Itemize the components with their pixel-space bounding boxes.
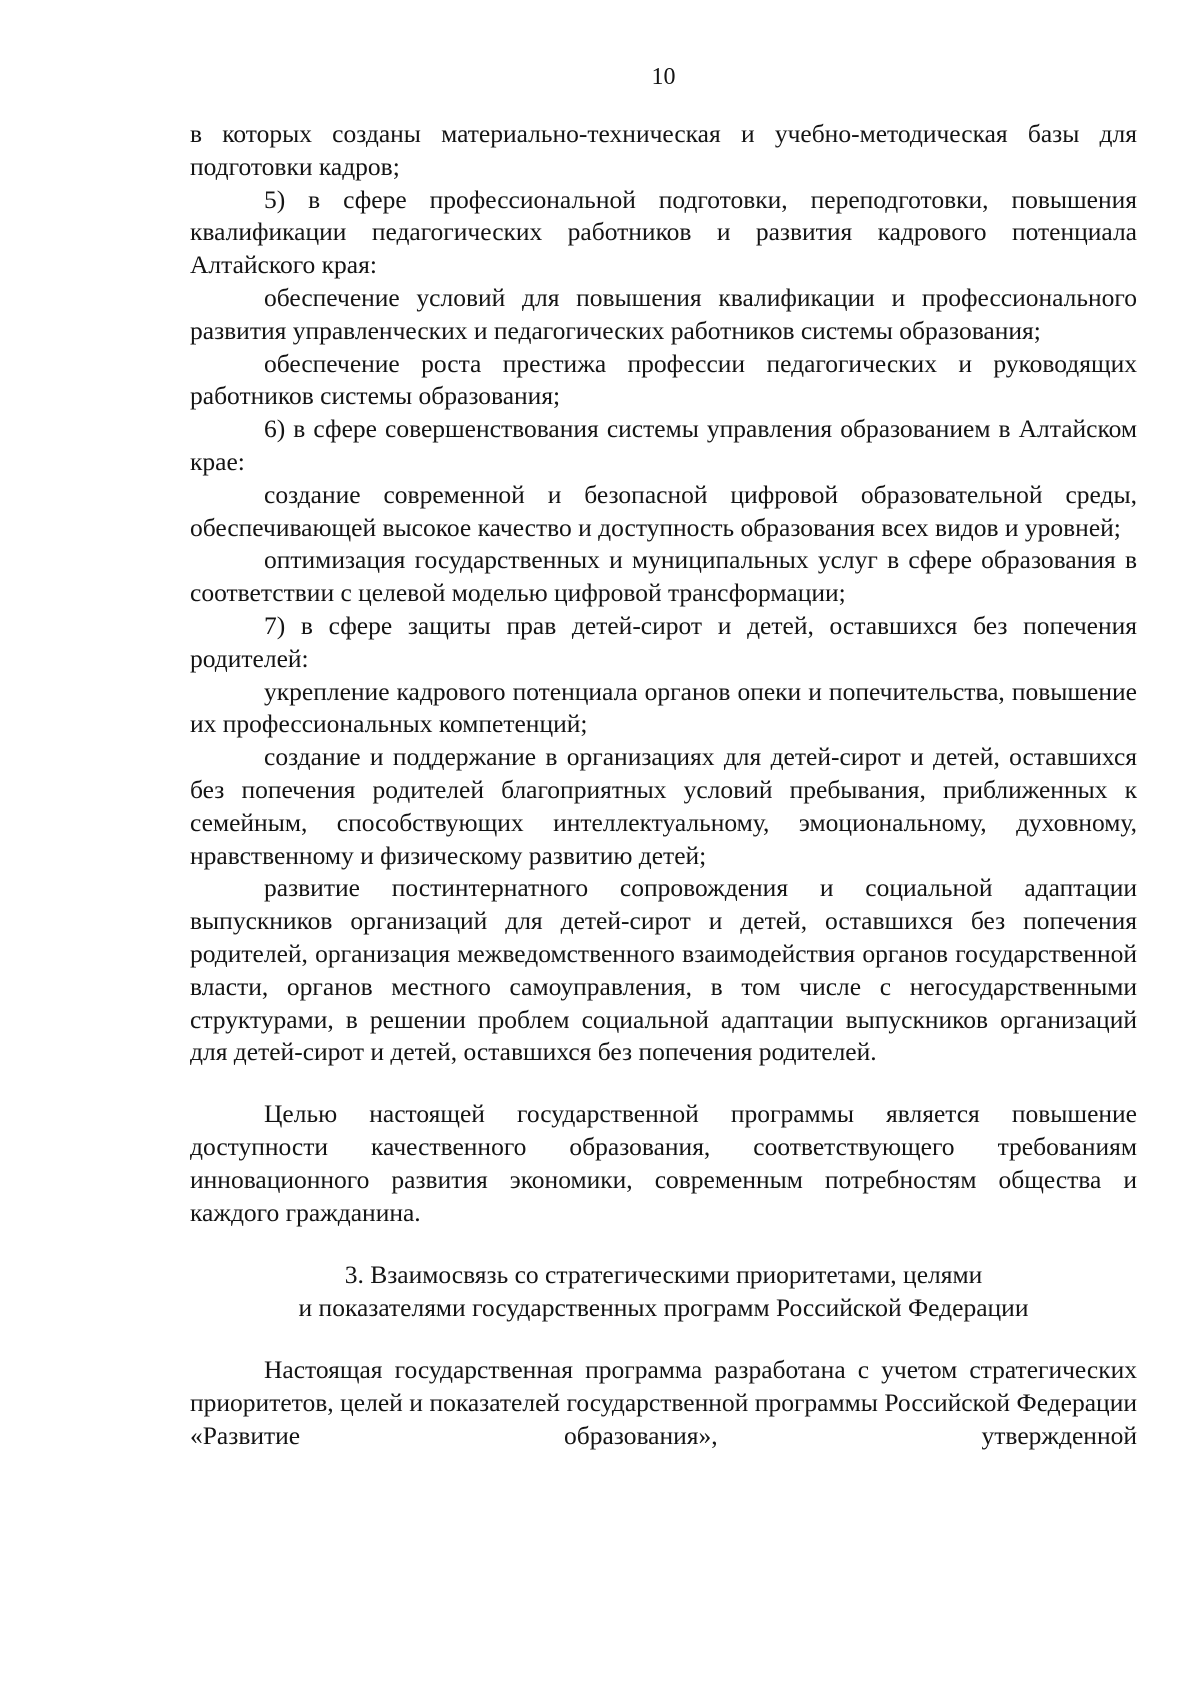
paragraph-qualification-conditions: обеспечение условий для повышения квалификации и профессионального развития управленческих и педагогических работников системы образования; <box>190 282 1137 345</box>
paragraph-item-5: 5) в сфере профессиональной подготовки, переподготовки, повышения квалификации педагогических работников и развития кадрового потенциала Алтайского края: <box>190 184 1137 280</box>
page-number: 10 <box>651 64 676 90</box>
paragraph-program-goal: Целью настоящей государственной программы является повышение доступности качественного образования, соответствующего требованиям инновационного развития экономики, современным потребностям общества и каждого гражданина. <box>190 1099 1137 1227</box>
document-page <box>190 0 1137 1691</box>
paragraph-item-7: 7) в сфере защиты прав детей-сирот и детей, оставшихся без попечения родителей: <box>190 610 1137 673</box>
paragraph-item-6: 6) в сфере совершенствования системы управления образованием в Алтайском крае: <box>190 414 1137 476</box>
section-heading-line-2: и показателями государственных программ Российской Федерации <box>298 1293 1029 1323</box>
paragraph-services-optimization: оптимизация государственных и муниципальных услуг в сфере образования в соответствии с целевой моделью цифровой трансформации; <box>190 545 1137 608</box>
section-heading <box>190 1258 1137 1324</box>
document-body <box>190 118 1137 1453</box>
paragraph-guardianship-staff: укрепление кадрового потенциала органов опеки и попечительства, повышение их профессиональных компетенций; <box>190 676 1137 739</box>
section-heading-line-1: 3. Взаимосвязь со стратегическими приоритетами, целями <box>344 1260 983 1290</box>
paragraph-orphan-conditions: создание и поддержание в организациях для детей-сирот и детей, оставшихся без попечения родителей благоприятных условий пребывания, приближенных к семейным, способствующих интеллектуальному, эмоциональному, духовному, нравственному и физическому развитию детей; <box>190 742 1137 870</box>
paragraph-continuation: в которых созданы материально-техническая и учебно-методическая базы для подготовки кадров; <box>190 119 1137 181</box>
paragraph-profession-prestige: обеспечение роста престижа профессии педагогических и руководящих работников системы образования; <box>190 348 1137 411</box>
paragraph-section-intro: Настоящая государственная программа разработана с учетом стратегических приоритетов, целей и показателей государственной программы Российской Федерации «Развитие образования», утвержденной <box>190 1355 1137 1450</box>
paragraph-post-boarding-support: развитие постинтернатного сопровождения и социальной адаптации выпускников организаций для детей-сирот и детей, оставшихся без попечения родителей, организация межведомственного взаимодействия органов государственной власти, органов местного самоуправления, в том числе с негосударственными структурами, в решении проблем социальной адаптации выпускников организаций для детей-сирот и детей, оставшихся без попечения родителей. <box>190 873 1137 1067</box>
paragraph-digital-environment: создание современной и безопасной цифровой образовательной среды, обеспечивающей высокое качество и доступность образования всех видов и уровней; <box>190 479 1137 542</box>
